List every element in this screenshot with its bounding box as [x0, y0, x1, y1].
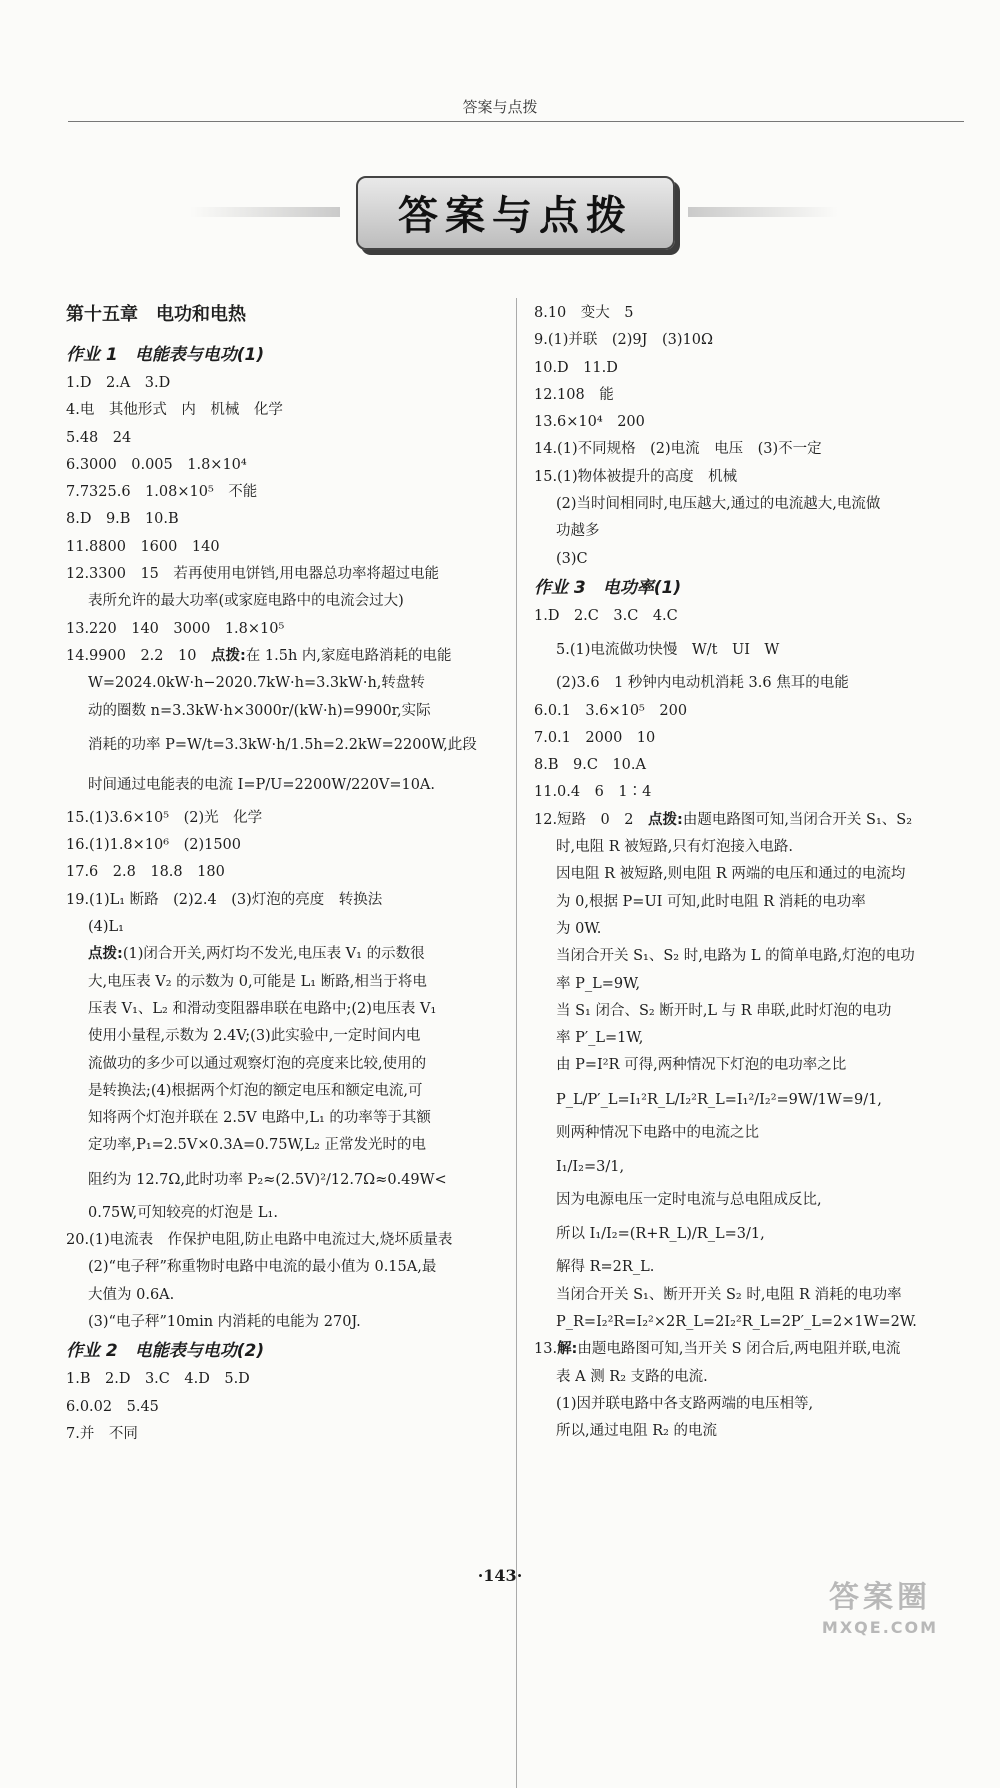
keyword-label: 解:: [557, 1341, 578, 1358]
section-title: [66, 340, 512, 370]
answer-line: [66, 534, 512, 561]
answer-line: [66, 1366, 512, 1393]
line-text: 1.D 2.A 3.D: [66, 375, 171, 391]
line-text: 11.8800 1600 140: [66, 538, 220, 555]
line-text: 知将两个灯泡并联在 2.5V 电路中,L₁ 的功率等于其额: [88, 1110, 431, 1127]
line-text: 16.(1)1.8×10⁶ (2)1500: [66, 837, 242, 854]
answer-line-continued: [534, 1309, 974, 1336]
line-text: 9.(1)并联 (2)9J (3)10Ω: [534, 332, 713, 349]
answer-line: [66, 561, 512, 588]
answer-line: [534, 779, 974, 806]
line-text: 是转换法;(4)根据两个灯泡的额定电压和额定电流,可: [88, 1082, 423, 1099]
line-text: 13.220 140 3000 1.8×10⁵: [66, 620, 285, 637]
line-text: 时间通过电能表的电流 I=P/U=2200W/220V=10A.: [88, 776, 436, 793]
line-text: 8.D 9.B 10.B: [66, 511, 179, 528]
left-column: [66, 300, 512, 1448]
keyword-label: 点拨:: [210, 647, 246, 664]
line-text: 使用小量程,示数为 2.4V;(3)此实验中,一定时间内电: [88, 1028, 421, 1045]
answer-line: [66, 887, 512, 914]
line-text: 时,电阻 R 被短路,只有灯泡接入电路.: [556, 839, 793, 856]
line-text: 定功率,P₁=2.5V×0.3A=0.75W,L₂ 正常发光时的电: [88, 1137, 427, 1154]
answer-line-continued: [534, 1187, 974, 1214]
line-text: 流做功的多少可以通过观察灯泡的亮度来比较,使用的: [88, 1055, 427, 1072]
line-text: 在 1.5h 内,家庭电路消耗的电能: [245, 647, 452, 664]
answer-line: [66, 1394, 512, 1421]
answer-line: [66, 616, 512, 643]
answer-line: [534, 603, 974, 630]
answer-line-continued: [534, 916, 974, 943]
line-text: 因为电源电压一定时电流与总电阻成反比,: [556, 1192, 822, 1209]
answer-line-continued: [534, 546, 974, 573]
line-text: 15.(1)物体被提升的高度 机械: [534, 468, 738, 485]
answer-line: [66, 397, 512, 424]
answer-line: [534, 355, 974, 382]
site-watermark: [780, 1578, 980, 1642]
line-text: 11.0.4 6 1∶4: [534, 784, 652, 801]
line-text: 6.3000 0.005 1.8×10⁴: [66, 456, 247, 473]
line-text: 7.0.1 2000 10: [534, 729, 656, 746]
line-text: I₁/I₂=3/1,: [556, 1159, 625, 1176]
line-text: 当闭合开关 S₁、S₂ 时,电路为 L 的简单电路,灯泡的电功: [556, 948, 915, 965]
answer-line: [66, 370, 512, 397]
answer-line-continued: [534, 1391, 974, 1418]
line-text: 5.48 24: [66, 429, 132, 446]
answer-line: [534, 300, 974, 327]
line-text: 功越多: [556, 523, 600, 540]
line-text: 大值为 0.6A.: [88, 1286, 175, 1303]
line-text: 17.6 2.8 18.8 180: [66, 864, 225, 881]
answer-line-continued: [66, 1200, 512, 1227]
line-text: 由 P=I²R 可得,两种情况下灯泡的电功率之比: [556, 1057, 847, 1074]
line-text: 第十五章 电功和电热: [66, 304, 246, 325]
line-text: 作业 3 电功率(1): [534, 577, 682, 598]
line-text: 动的圈数 n=3.3kW·h×3000r/(kW·h)=9900r,实际: [88, 702, 431, 719]
section-title: [66, 1336, 512, 1366]
line-text: 因电阻 R 被短路,则电阻 R 两端的电压和通过的电流均: [556, 866, 906, 883]
answer-line: [534, 752, 974, 779]
line-text: 19.(1)L₁ 断路 (2)2.4 (3)灯泡的亮度 转换法: [66, 891, 383, 908]
answer-line-continued: [66, 588, 512, 615]
answer-line-continued: [534, 1025, 974, 1052]
answer-line-continued: [534, 1254, 974, 1281]
chapter-title: [66, 300, 512, 330]
page-number: ·143·: [477, 1566, 523, 1585]
title-banner: [356, 176, 675, 250]
watermark-logo-text: 答案圈: [829, 1580, 931, 1615]
formula-line: [534, 630, 974, 670]
keyword-label: 点拨:: [648, 811, 683, 828]
watermark-url: MXQE.COM: [821, 1618, 939, 1637]
answer-line: [66, 506, 512, 533]
answer-line-continued: [66, 1023, 512, 1050]
line-text: 阻约为 12.7Ω,此时功率 P₂≈(2.5V)²/12.7Ω≈0.49W<: [88, 1171, 447, 1188]
line-text: (2)当时间相同时,电压越大,通过的电流越大,电流做: [556, 496, 881, 513]
answer-line: [534, 725, 974, 752]
line-text: (1)闭合开关,两灯均不发光,电压表 V₁ 的示数很: [122, 946, 425, 963]
line-text: 10.D 11.D: [534, 359, 618, 376]
answer-line: [534, 436, 974, 463]
answer-line: [534, 382, 974, 409]
answer-line: [66, 805, 512, 832]
answer-line: [66, 479, 512, 506]
line-text: 由题电路图可知,当开关 S 闭合后,两电阻并联,电流: [577, 1341, 901, 1358]
line-text: (3)“电子秤”10min 内消耗的电能为 270J.: [88, 1313, 361, 1330]
line-text: 8.10 变大 5: [534, 305, 634, 321]
answer-line-continued: [534, 491, 974, 518]
line-text: 20.(1)电流表 作保护电阻,防止电路中电流过大,烧坏质量表: [66, 1232, 453, 1249]
line-text: 压表 V₁、L₂ 和滑动变阻器串联在电路中;(2)电压表 V₁: [88, 1000, 437, 1017]
banner-title: 答案与点拨: [398, 193, 633, 239]
answer-line-continued: [66, 941, 512, 968]
line-text: 所以,通过电阻 R₂ 的电流: [556, 1423, 718, 1440]
line-text: 率 P_L=9W,: [556, 975, 641, 992]
running-head: 答案与点拨: [462, 98, 538, 116]
answer-line-continued: [534, 889, 974, 916]
line-text: 15.(1)3.6×10⁵ (2)光 化学: [66, 809, 263, 826]
answer-line: [66, 452, 512, 479]
line-text: 表所允许的最大功率(或家庭电路中的电流会过大): [88, 593, 404, 610]
answer-line-continued: [534, 861, 974, 888]
answer-line-continued: [534, 670, 974, 697]
formula-line: [534, 1080, 974, 1120]
line-text: 1.B 2.D 3.C 4.D 5.D: [66, 1371, 250, 1388]
line-text: W=2024.0kW·h−2020.7kW·h=3.3kW·h,转盘转: [88, 675, 425, 692]
line-text: 0.75W,可知较亮的灯泡是 L₁.: [88, 1204, 278, 1221]
line-text: (2)“电子秤”称重物时电路中电流的最小值为 0.15A,最: [88, 1259, 437, 1276]
line-text: 当闭合开关 S₁、断开开关 S₂ 时,电阻 R 消耗的电功率: [556, 1286, 902, 1303]
line-text: 作业 1 电能表与电功(1): [66, 345, 265, 365]
answer-line-continued: [66, 914, 512, 941]
banner-left-decoration: [190, 207, 340, 217]
line-text: 由题电路图可知,当闭合开关 S₁、S₂: [682, 811, 913, 828]
answer-prefix: 12.短路 0 2: [534, 811, 649, 828]
line-text: P_R=I₂²R=I₂²×2R_L=2I₂²R_L=2P′_L=2×1W=2W.: [556, 1313, 917, 1330]
answer-line-continued: [534, 998, 974, 1025]
line-text: 为 0,根据 P=UI 可知,此时电阻 R 消耗的电功率: [556, 893, 866, 910]
keyword-label: 点拨:: [88, 946, 123, 963]
line-text: (2)3.6 1 秒钟内电动机消耗 3.6 焦耳的电能: [556, 675, 849, 692]
line-text: 6.0.02 5.45: [66, 1398, 159, 1415]
line-text: 消耗的功率 P=W/t=3.3kW·h/1.5h=2.2kW=2200W,此段: [88, 736, 477, 753]
line-text: 14.(1)不同规格 (2)电流 电压 (3)不一定: [534, 441, 822, 458]
line-text: 所以 I₁/I₂=(R+R_L)/R_L=3/1,: [556, 1226, 765, 1243]
line-text: 12.108 能: [534, 386, 614, 403]
line-text: 6.0.1 3.6×10⁵ 200: [534, 702, 688, 719]
formula-line: [534, 1214, 974, 1254]
answer-line-continued: [534, 1282, 974, 1309]
answer-line: [534, 409, 974, 436]
formula-line: [66, 1160, 512, 1200]
line-text: 解得 R=2R_L.: [556, 1259, 655, 1276]
right-column: [534, 300, 974, 1445]
answer-line-continued: [66, 670, 512, 697]
answer-line: [66, 643, 512, 670]
line-text: 大,电压表 V₂ 的示数为 0,可能是 L₁ 断路,相当于将电: [88, 973, 427, 990]
answer-prefix: 13.: [534, 1341, 558, 1358]
line-text: 表 A 测 R₂ 支路的电流.: [556, 1368, 708, 1385]
line-text: 1.D 2.C 3.C 4.C: [534, 607, 678, 624]
answer-line: [534, 464, 974, 491]
answer-line-continued: [66, 1254, 512, 1281]
answer-line: [66, 832, 512, 859]
answer-line-continued: [534, 518, 974, 545]
formula-line: [66, 765, 512, 805]
answer-line: [66, 1227, 512, 1254]
line-text: 当 S₁ 闭合、S₂ 断开时,L 与 R 串联,此时灯泡的电功: [556, 1002, 892, 1019]
answer-line-continued: [66, 996, 512, 1023]
line-text: 5.(1)电流做功快慢 W/t UI W: [556, 642, 780, 659]
answer-line-continued: [534, 1418, 974, 1445]
answer-line: [534, 698, 974, 725]
line-text: (4)L₁: [88, 919, 124, 936]
answer-line-continued: [66, 1105, 512, 1132]
answer-line-continued: [66, 1309, 512, 1336]
line-text: (3)C: [556, 550, 588, 567]
line-text: P_L/P′_L=I₁²R_L/I₂²R_L=I₁²/I₂²=9W/1W=9/1,: [556, 1091, 882, 1108]
answer-line-continued: [534, 943, 974, 970]
answer-line-continued: [534, 1052, 974, 1079]
answer-line-continued: [534, 1364, 974, 1391]
answer-line-continued: [66, 1051, 512, 1078]
answer-line-continued: [66, 1282, 512, 1309]
banner-right-decoration: [688, 207, 838, 217]
line-text: 7.并 不同: [66, 1425, 138, 1442]
answer-line-continued: [534, 971, 974, 998]
line-text: 为 0W.: [556, 920, 602, 937]
line-text: 12.3300 15 若再使用电饼铛,用电器总功率将超过电能: [66, 566, 440, 583]
formula-line: [66, 725, 512, 765]
answer-line-continued: [534, 834, 974, 861]
line-text: 作业 2 电能表与电功(2): [66, 1341, 265, 1362]
answer-line: [534, 807, 974, 834]
answer-line-continued: [534, 1120, 974, 1147]
line-text: 8.B 9.C 10.A: [534, 757, 646, 774]
formula-line: [534, 1147, 974, 1187]
line-text: 率 P′_L=1W,: [556, 1030, 644, 1047]
answer-line: [534, 327, 974, 354]
answer-line: [66, 425, 512, 452]
line-text: 7.7325.6 1.08×10⁵ 不能: [66, 484, 258, 501]
answer-line-continued: [66, 1078, 512, 1105]
line-text: 4.电 其他形式 内 机械 化学: [66, 402, 283, 419]
section-title: [534, 573, 974, 603]
line-text: (1)因并联电路中各支路两端的电压相等,: [556, 1395, 814, 1412]
header-rule: [68, 121, 964, 122]
line-text: 13.6×10⁴ 200: [534, 414, 645, 431]
answer-line: [534, 1336, 974, 1363]
answer-prefix: 14.9900 2.2 10: [66, 647, 211, 664]
answer-line-continued: [66, 969, 512, 996]
column-divider: [516, 298, 517, 1788]
answer-line-continued: [66, 698, 512, 725]
answer-line: [66, 1421, 512, 1448]
answer-line-continued: [66, 1132, 512, 1159]
line-text: 则两种情况下电路中的电流之比: [556, 1124, 759, 1141]
answer-line: [66, 859, 512, 886]
